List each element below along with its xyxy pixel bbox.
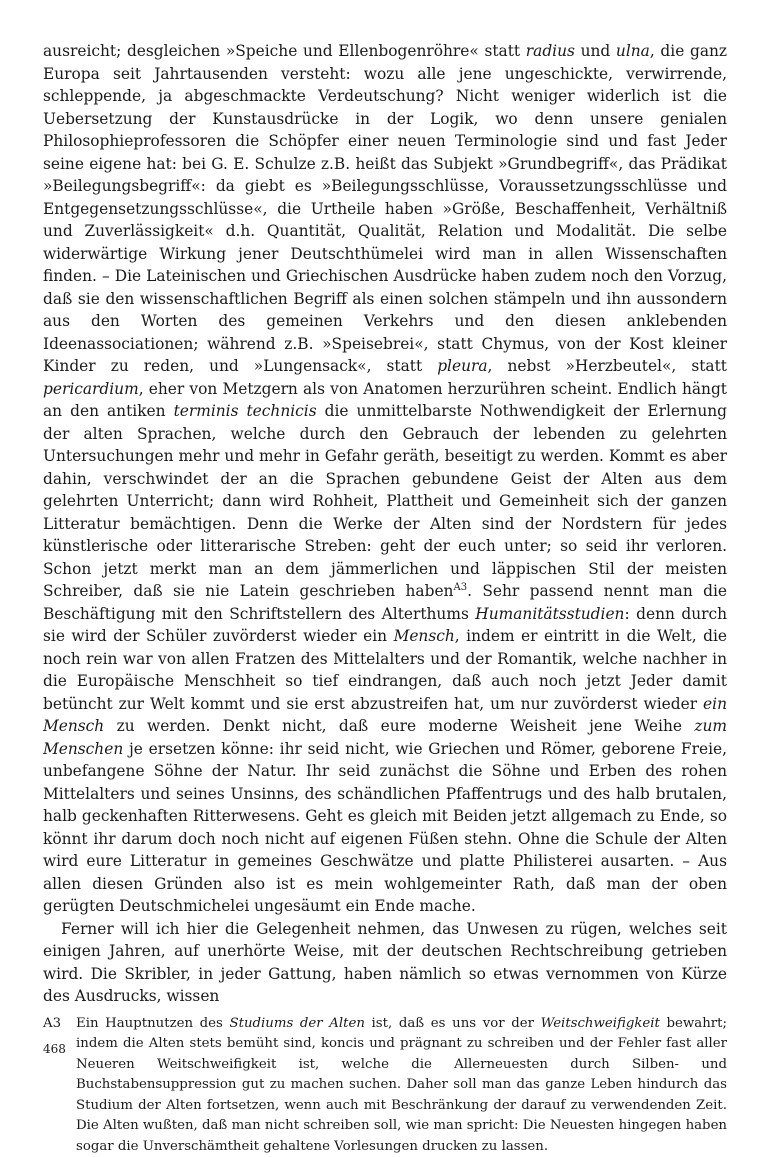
text-run: die unmittelbarste Nothwendigkeit der Erlernung der alten Sprachen, welche durch den Gebrauch der lebenden zu gelehrten Untersuchungen mehr und mehr in Gefahr geräth, beseitigt zu werden. Kommt es aber dahin, verschwindet der an die Sprachen gebundene Geist der Alten aus dem gelehrten Unterricht; dann wird Rohheit, Plattheit und Gemeinheit sich der ganzen Litteratur bemächtigen. Denn die Werke der Alten sind der Nordstern für jedes künstlerische oder litterarische Streben: geht der euch unter; so seid ihr verloren. Schon jetzt merkt man an dem jämmerlichen und läppischen Stil der meisten Schreiber, daß sie nie Latein geschrieben haben [43,402,727,600]
term-humanitaetsstudien: Humanitätsstudien [475,605,624,623]
term-zum-menschen: zum Menschen [43,717,727,758]
text-run: Ein Hauptnutzen des [76,1016,230,1031]
term-pericardium: pericardium [43,380,139,398]
footnote-a3 [43,1014,727,1157]
page-number: 468 [43,1042,66,1056]
footnote-text [76,1014,727,1157]
text-run: , eher von Metzgern als von Anatomen herzurühren scheint. Endlich hängt an den antiken [43,380,727,421]
term-terminis-technicis: terminis technicis [174,402,317,420]
term-weitschweifigkeit: Weitschweifigkeit [541,1016,660,1031]
text-run: , indem er eintritt in die Welt, die noch rein war von allen Fratzen des Mittelalters und der Romantik, welche nachher in die Europäische Menschheit so tief eindrangen, daß auch noch jetzt Jeder damit betüncht zur Welt kommt und sie erst abzustreifen hat, um nur zuvörderst wieder [43,627,727,713]
footnote-label: A3 [43,1014,76,1157]
text-run: , die ganz Europa seit Jahrtausenden versteht: wozu alle jene ungeschickte, verwirrende, schleppende, ja abgeschmackte Verdeutschung? Nicht weniger widerlich ist die Uebersetzung der Kunstausdrücke in der Logik, wo denn unsere genialen Philosophieprofessoren die Schöpfer einer neuen Terminologie sind und fast Jeder seine eigene hat: bei G. E. Schulze z.B. heißt das Subjekt »Grundbegriff«, das Prädikat »Beilegungsbegriff«: da giebt es »Beilegungsschlüsse, Voraussetzungsschlüsse und Entgegensetzungsschlüsse«, die Urtheile haben »Größe, Beschaffenheit, Verhältniß und Zuverlässigkeit« d.h. Quantität, Qualität, Relation und Modalität. Die selbe widerwärtige Wirkung jener Deutschthümelei wird man in allen Wissenschaften finden. – Die Lateinischen und Griechischen Ausdrücke haben zudem noch den Vorzug, daß sie den wissenschaftlichen Begriff als einen solchen stämpeln und ihn aussondern aus den Worten des gemeinen Verkehrs und den diesen anklebenden Ideenassociationen; während z.B. »Speisebrei«, statt Chymus, von der Kost kleiner Kinder zu reden, und »Lungensack«, statt [43,42,727,375]
text-run: und [575,42,616,60]
text-run: bewahrt; indem die Alten stets bemüht sind, koncis und prägnant zu schreiben und der Fehler fast aller Neueren Weitschweifigkeit ist, welche die Allerneuesten durch Silben- und Buchstabensuppression gut zu machen suchen. Daher soll man das ganze Leben hindurch das Studium der Alten fortsetzen, wenn auch mit Beschränkung der darauf zu verwendenden Zeit. Die Alten wußten, daß man nicht schreiben soll, wie man spricht: Die Neuesten hingegen haben sogar die Unverschämtheit gehaltene Vorlesungen drucken zu lassen. [76,1016,727,1154]
text-run: , nebst »Herzbeutel«, statt [488,357,727,375]
text-run: zu werden. Denkt nicht, daß eure moderne Weisheit jene Weihe [104,717,694,735]
term-ulna: ulna [616,42,650,60]
term-pleura: pleura [437,357,487,375]
term-studiums-der-alten: Studiums der Alten [230,1016,365,1031]
footnote-anchor[interactable]: A3 [453,582,467,593]
paragraph-1 [43,40,727,918]
paragraph-2: Ferner will ich hier die Gelegenheit nehmen, das Unwesen zu rügen, welches seit einigen Jahren, auf unerhörte Weise, mit der deutschen Rechtschreibung getrieben wird. Die Skribler, in jeder Gattung, haben nämlich so etwas vernommen von Kürze des Ausdrucks, wissen [43,918,727,1008]
term-radius: radius [526,42,575,60]
term-mensch: Mensch [394,627,455,645]
text-run: ist, daß es uns vor der [365,1016,541,1031]
text-run: . Sehr passend nennt man die Beschäftigung mit den Schriftstellern des Alterthums [43,582,727,623]
term-ein-mensch: ein Mensch [43,695,727,736]
text-run: : denn durch sie wird der Schüler zuvörderst wieder ein [43,605,727,646]
main-text [43,40,727,1008]
page [43,40,727,1157]
text-run: ausreicht; desgleichen »Speiche und Ellenbogenröhre« statt [43,42,526,60]
text-run: je ersetzen könne: ihr seid nicht, wie Griechen und Römer, geborene Freie, unbefangene Söhne der Natur. Ihr seid zunächst die Söhne und Erben des rohen Mittelalters und seines Unsinns, des schändlichen Pfaffentrugs und des halb brutalen, halb geckenhaften Ritterwesens. Geht es gleich mit Beiden jetzt allgemach zu Ende, so könnt ihr darum doch noch nicht auf eigenen Füßen stehn. Ohne die Schule der Alten wird eure Litteratur in gemeines Geschwätze und platte Philisterei ausarten. – Aus allen diesen Gründen also ist es mein wohlgemeinter Rath, daß man der oben gerügten Deutschmichelei ungesäumt ein Ende mache. [43,740,727,916]
